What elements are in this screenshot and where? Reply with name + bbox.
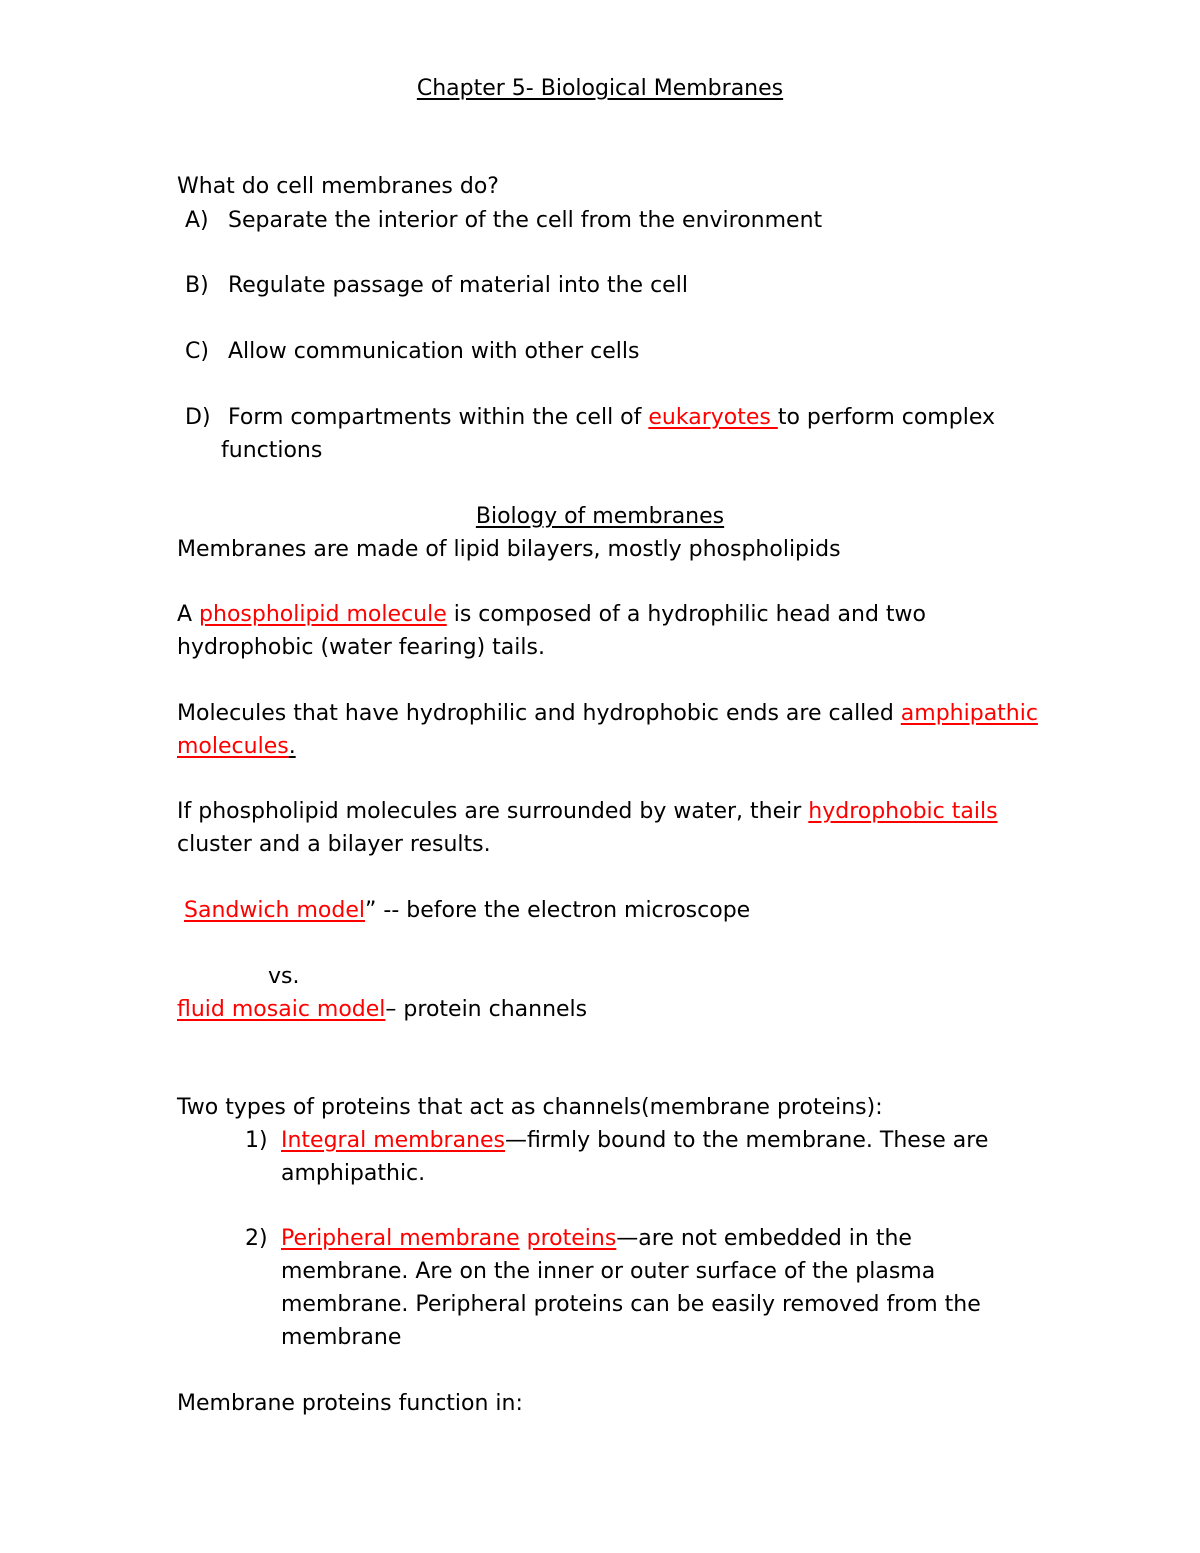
function-item-b (185, 269, 688, 302)
function-item-a (185, 204, 822, 237)
item-label: B) (185, 273, 209, 298)
paragraph-bilayer-cont: cluster and a bilayer results. (177, 832, 491, 857)
item-text: Form compartments within the cell of (228, 405, 649, 430)
protein-type-1-cont: amphipathic. (281, 1161, 426, 1186)
page-title: Chapter 5- Biological Membranes (416, 76, 784, 101)
paragraph-membrane-function: Membrane proteins function in: (177, 1391, 523, 1416)
function-item-d-cont: functions (221, 438, 323, 463)
function-item-d (185, 401, 995, 434)
item-label: D) (185, 405, 211, 430)
keyword-amphipathic: amphipathic (900, 701, 1038, 726)
paragraph-phospholipid: A phospholipid molecule is composed of a hydrophilic head and two (177, 602, 926, 627)
keyword-sandwich-model: Sandwich model (184, 898, 365, 923)
item-text: Regulate passage of material into the cell (228, 273, 688, 298)
protein-type-2-cont-2: membrane. Peripheral proteins can be easily removed from the (281, 1292, 981, 1317)
item-text: Allow communication with other cells (228, 339, 640, 364)
section-heading: Biology of membranes (475, 504, 725, 529)
keyword-peripheral-membrane: Peripheral membrane (281, 1226, 520, 1251)
item-number: 1) (245, 1128, 268, 1153)
function-item-c (185, 335, 639, 368)
keyword-phospholipid-molecule: phospholipid molecule (199, 602, 447, 627)
keyword-molecules: molecules (177, 734, 289, 759)
versus-label: vs. (268, 964, 300, 989)
paragraph-amphipathic-cont: molecules. (177, 734, 296, 759)
protein-type-2-cont-1: membrane. Are on the inner or outer surface of the plasma (281, 1259, 936, 1284)
sandwich-model-line: Sandwich model” -- before the electron microscope (184, 898, 751, 923)
item-label: C) (185, 339, 209, 364)
protein-type-1: 1) Integral membranes—firmly bound to the membrane. These are (245, 1124, 988, 1157)
protein-type-2: 2) Peripheral membrane proteins—are not embedded in the (245, 1222, 912, 1255)
item-text: Separate the interior of the cell from the environment (228, 208, 823, 233)
paragraph-lipid: Membranes are made of lipid bilayers, mostly phospholipids (177, 537, 841, 562)
keyword-eukaryotes: eukaryotes (648, 405, 778, 430)
paragraph-amphipathic: Molecules that have hydrophilic and hydrophobic ends are called amphipathic (177, 701, 1038, 726)
paragraph-bilayer: If phospholipid molecules are surrounded by water, their hydrophobic tails (177, 799, 998, 824)
question-heading: What do cell membranes do? (177, 174, 499, 199)
item-text-after: to perform complex (777, 405, 995, 430)
item-label: A) (185, 208, 209, 233)
protein-type-2-cont-3: membrane (281, 1325, 402, 1350)
keyword-proteins: proteins (526, 1226, 617, 1251)
keyword-fluid-mosaic-model: fluid mosaic model (177, 997, 386, 1022)
paragraph-phospholipid-cont: hydrophobic (water fearing) tails. (177, 635, 545, 660)
paragraph-protein-types: Two types of proteins that act as channels(membrane proteins): (177, 1095, 883, 1120)
fluid-mosaic-line: fluid mosaic model– protein channels (177, 997, 588, 1022)
item-number: 2) (245, 1226, 268, 1251)
keyword-hydrophobic-tails: hydrophobic tails (808, 799, 998, 824)
keyword-integral-membranes: Integral membranes (281, 1128, 506, 1153)
